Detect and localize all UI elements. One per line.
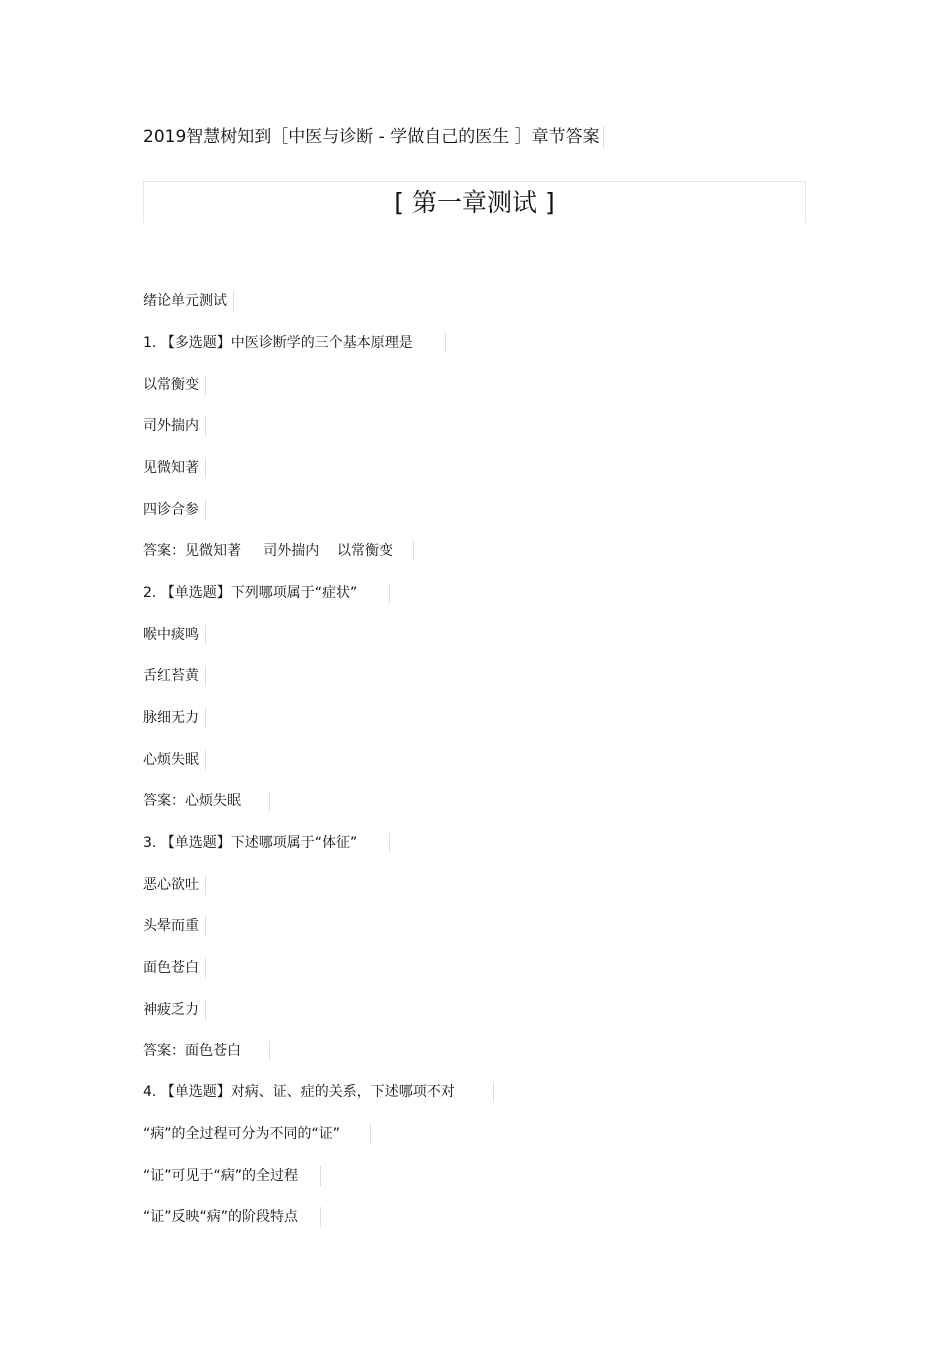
question-4-option-c: “证”反映“病”的阶段特点 bbox=[143, 1207, 321, 1227]
section-title: 绪论单元测试 bbox=[143, 291, 234, 311]
chapter-title: [ 第一章测试 ] bbox=[394, 188, 555, 217]
question-1-stem: 1. 【多选题】中医诊断学的三个基本原理是 bbox=[143, 333, 446, 353]
question-4-option-a: “病”的全过程可分为不同的“证” bbox=[143, 1124, 371, 1144]
question-2-stem: 2. 【单选题】下列哪项属于“症状” bbox=[143, 583, 390, 603]
question-4-stem: 4. 【单选题】对病、证、症的关系，下述哪项不对 bbox=[143, 1082, 494, 1102]
question-1-option-a: 以常衡变 bbox=[143, 375, 206, 395]
question-1-answer: 答案：见微知著 司外揣内 以常衡变 bbox=[143, 541, 414, 561]
question-2-option-a: 喉中痰鸣 bbox=[143, 625, 206, 645]
question-3-option-d: 神疲乏力 bbox=[143, 1000, 206, 1020]
question-1-option-c: 见微知著 bbox=[143, 458, 206, 478]
question-2-option-d: 心烦失眠 bbox=[143, 750, 206, 770]
question-3-option-b: 头晕而重 bbox=[143, 916, 206, 936]
question-2-option-c: 脉细无力 bbox=[143, 708, 206, 728]
chapter-title-box bbox=[143, 181, 806, 223]
document-title: 2019智慧树知到［中医与诊断 - 学做自己的医生 ］章节答案 bbox=[143, 126, 604, 148]
question-4-option-b: “证”可见于“病”的全过程 bbox=[143, 1166, 321, 1186]
question-3-option-c: 面色苍白 bbox=[143, 958, 206, 978]
question-2-option-b: 舌红苔黄 bbox=[143, 666, 206, 686]
question-3-stem: 3. 【单选题】下述哪项属于“体征” bbox=[143, 833, 390, 853]
question-3-answer: 答案：面色苍白 bbox=[143, 1041, 270, 1061]
question-3-option-a: 恶心欲吐 bbox=[143, 875, 206, 895]
question-1-option-d: 四诊合参 bbox=[143, 500, 206, 520]
question-1-option-b: 司外揣内 bbox=[143, 416, 206, 436]
question-2-answer: 答案：心烦失眠 bbox=[143, 791, 270, 811]
